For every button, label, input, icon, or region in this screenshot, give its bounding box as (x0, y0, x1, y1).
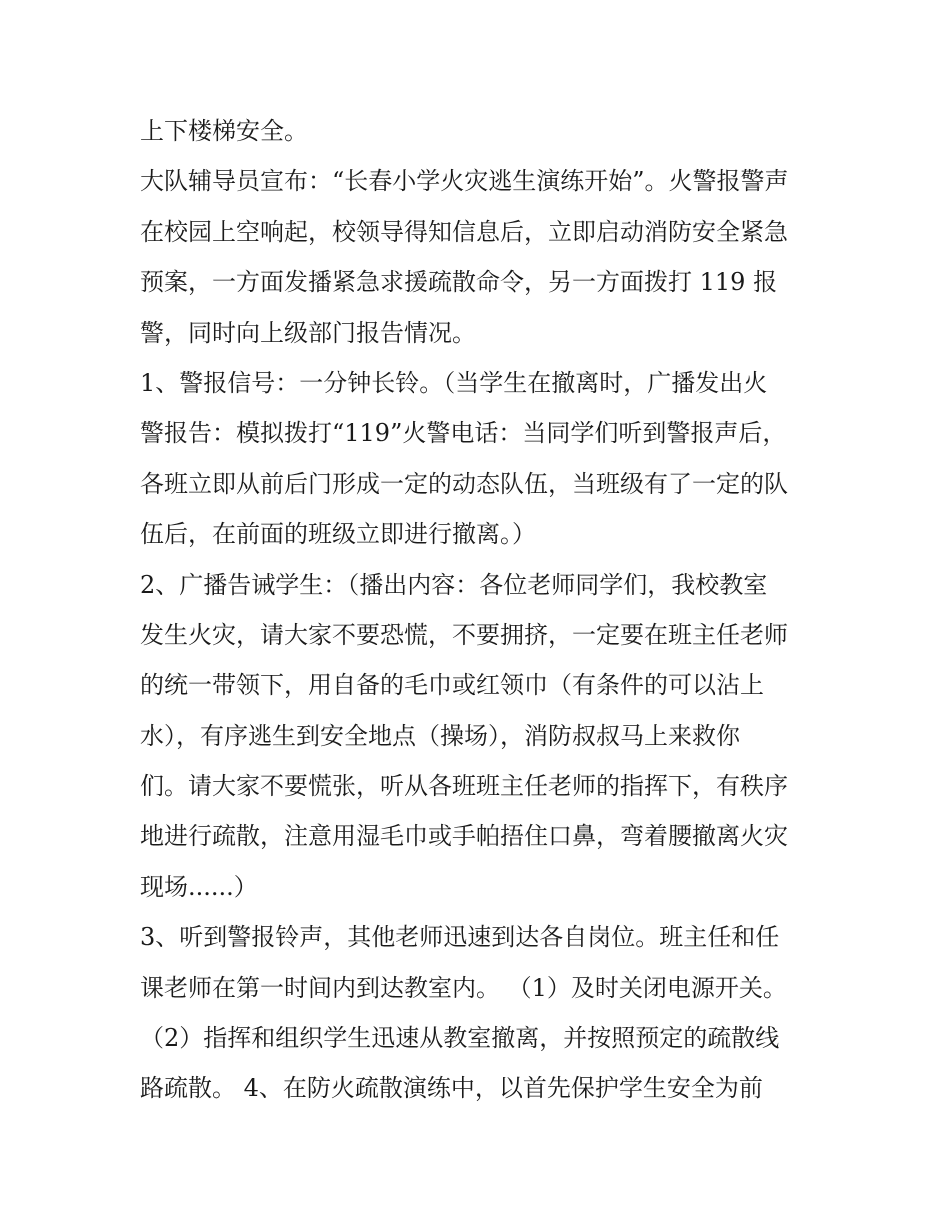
text-line: 水），有序逃生到安全地点（操场），消防叔叔马上来救你 (140, 721, 740, 750)
text-line: 警，同时向上级部门报告情况。 (140, 318, 476, 347)
text-line: 发生火灾，请大家不要恐慌，不要拥挤，一定要在班主任老师 (140, 620, 788, 649)
text-line: 警报告：模拟拨打“119”火警电话：当同学们听到警报声后， (140, 419, 787, 448)
text-line: 2、广播告诫学生：（播出内容：各位老师同学们，我校教室 (140, 570, 768, 599)
text-line: 现场......） (140, 872, 258, 901)
text-line: 在校园上空响起，校领导得知信息后，立即启动消防安全紧急 (140, 217, 788, 246)
text-line: 预案，一方面发播紧急求援疏散命令，另一方面拨打 119 报 (140, 268, 778, 297)
text-line: 各班立即从前后门形成一定的动态队伍，当班级有了一定的队 (140, 469, 788, 498)
text-line: 上下楼梯安全。 (140, 117, 308, 145)
text-line: 们。请大家不要慌张，听从各班班主任老师的指挥下，有秩序 (140, 772, 788, 801)
text-line: 3、听到警报铃声，其他老师迅速到达各自岗位。班主任和任 (140, 923, 780, 952)
text-line: 伍后，在前面的班级立即进行撤离。） (140, 520, 536, 549)
text-line: 路疏散。 4、在防火疏散演练中，以首先保护学生安全为前 (140, 1074, 763, 1103)
text-line: 地进行疏散，注意用湿毛巾或手帕捂住口鼻，弯着腰撤离火灾 (140, 822, 788, 851)
text-line: 1、警报信号：一分钟长铃。（当学生在撤离时，广播发出火 (140, 368, 768, 397)
text-line: 课老师在第一时间内到达教室内。 （1）及时关闭电源开关。 (140, 973, 787, 1002)
text-line: 大队辅导员宣布：“长春小学火灾逃生演练开始”。火警报警声 (140, 167, 789, 196)
text-line: 的统一带领下，用自备的毛巾或红领巾（有条件的可以沾上 (140, 671, 764, 700)
body-text (140, 106, 820, 1114)
text-line: （2）指挥和组织学生迅速从教室撤离，并按照预定的疏散线 (140, 1024, 780, 1053)
